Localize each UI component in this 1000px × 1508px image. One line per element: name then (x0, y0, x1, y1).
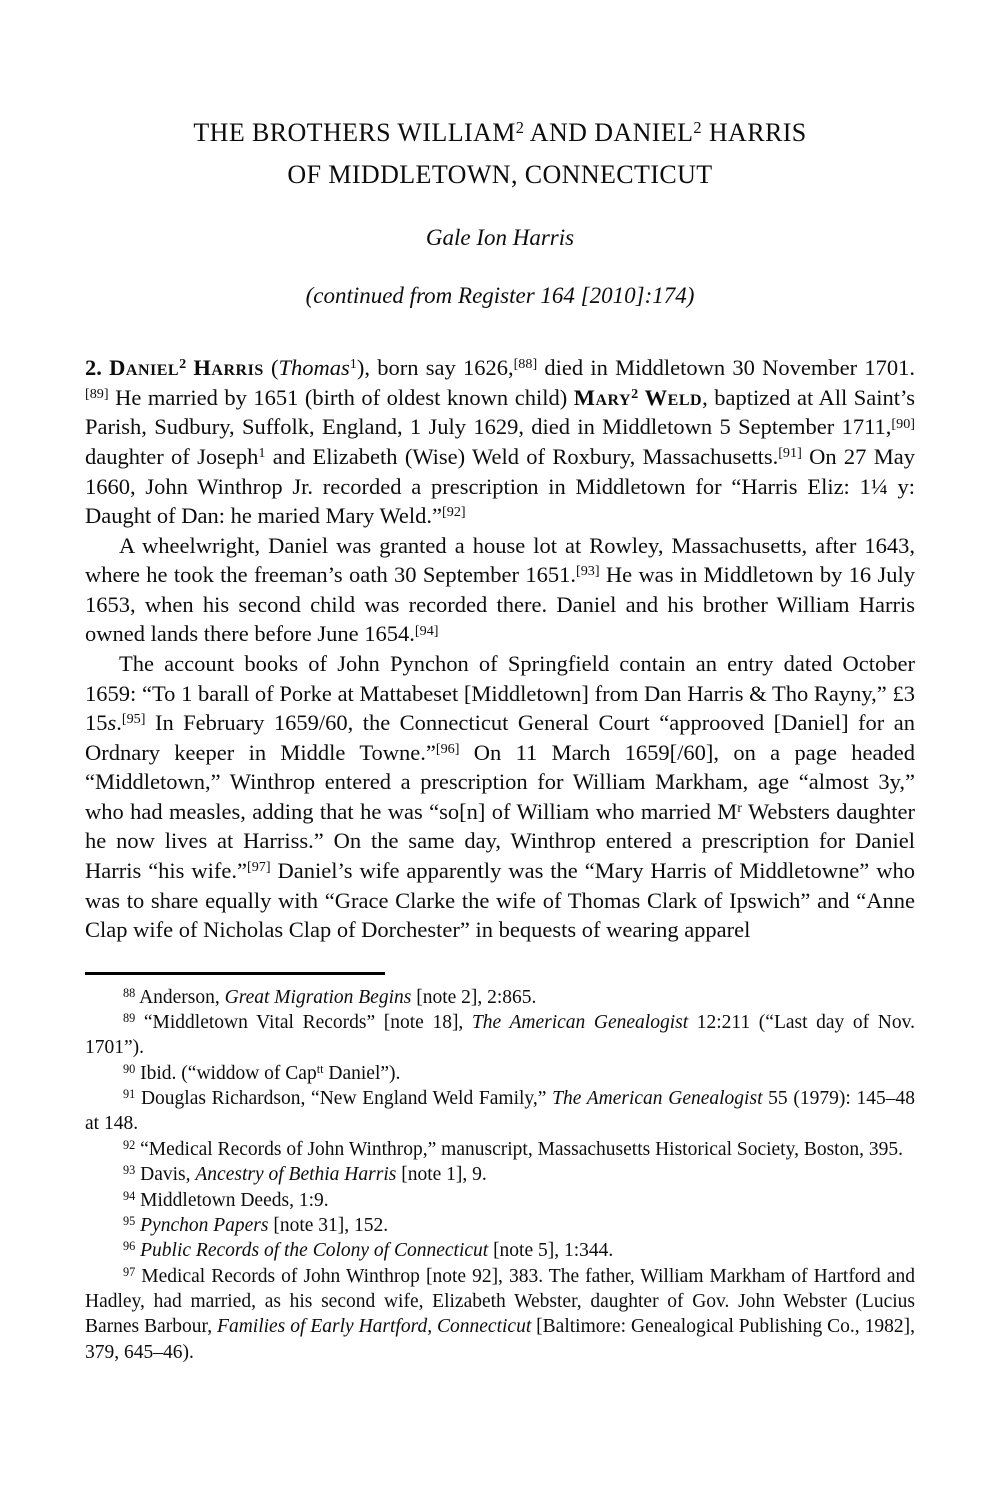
body-paragraph-3 (85, 649, 915, 945)
text-run: Daniel (109, 355, 180, 381)
text-run: The American Genealogist (471, 1012, 689, 1034)
text-run: Ancestry of Bethia Harris (195, 1164, 397, 1186)
text-run: A wheelwright, Daniel was granted a house lot at Rowley, Massachusetts, after 1643, where he took the freeman’s oath 30 September 1651. (85, 532, 915, 588)
text-run: 97 (123, 1264, 136, 1279)
text-run: ), born say 1626, (356, 355, 514, 381)
body-paragraph-2 (85, 531, 915, 649)
text-run: 1 (349, 356, 357, 373)
author-byline: Gale Ion Harris (425, 225, 575, 251)
footnote-91 (85, 1086, 915, 1137)
footnote-separator (85, 972, 385, 975)
text-run: [90] (891, 415, 915, 432)
text-run: [95] (121, 711, 146, 728)
text-run: Weld (644, 384, 703, 410)
text-run: [97] (246, 859, 271, 876)
article-body (85, 353, 915, 945)
text-run: Anderson, (135, 986, 225, 1008)
text-run: tt (316, 1061, 324, 1076)
text-run: [93] (575, 563, 600, 580)
text-run: [94] (414, 622, 439, 639)
text-run: 1 (258, 445, 266, 462)
text-run: 2 (515, 118, 525, 138)
text-run: 12:211 (“Last day of Nov. 1701”). (85, 1012, 915, 1059)
text-run: s (107, 710, 117, 736)
text-run: In February 1659/60, the Connecticut General Court “approoved [Daniel] for an Ordnary keeper in Middle Towne.” (85, 710, 915, 765)
text-run: died in Middletown 30 November 1701. (537, 355, 916, 381)
text-run: Mary (573, 384, 632, 410)
text-run: Ibid. (“widdow of Cap (135, 1062, 317, 1084)
text-run: 94 (123, 1188, 136, 1203)
text-run: 95 (123, 1213, 136, 1228)
text-run: 90 (123, 1061, 136, 1076)
text-run: Harris (193, 355, 264, 381)
text-run: The American Genealogist (552, 1088, 763, 1110)
body-paragraph-1 (85, 353, 915, 530)
text-run: AND DANIEL (524, 118, 694, 147)
continuation-note: (continued from Register 164 [2010]:174) (305, 283, 695, 309)
footnote-94 (85, 1188, 915, 1213)
text-run: HARRIS (701, 118, 807, 147)
text-run: “Middletown Vital Records” [note 18], (135, 1012, 472, 1034)
footnote-93 (85, 1162, 915, 1187)
footnote-97 (85, 1264, 915, 1365)
text-run: r (737, 800, 742, 817)
text-run: [note 5], 1:344. (488, 1240, 614, 1262)
text-run: 88 (123, 985, 136, 1000)
footnote-88 (85, 985, 915, 1010)
text-run: daughter of Joseph (85, 443, 259, 469)
footnotes-section (85, 985, 915, 1365)
text-run: Medical Records of John Winthrop [note 92], 383. The father, William Markham of Hartford and Hadley, had married, as his second wife, Elizabeth Webster, daughter of Gov. John Webster (Lucius Barnes Barbour, (85, 1265, 915, 1338)
text-run: [91] (778, 445, 802, 462)
text-run: 2 (179, 356, 187, 373)
footnote-96 (85, 1238, 915, 1263)
text-run: [note 2], 2:865. (411, 986, 537, 1008)
text-run: On 11 March 1659[/60], on a page headed “Middletown,” Winthrop entered a prescription for William Markham, age “almost 3y,” who had measles, adding that he was “so[n] of William who married M (85, 739, 915, 824)
text-run: 92 (123, 1137, 136, 1152)
article-title-line-1 (85, 112, 915, 154)
text-run: , baptized at All Saint’s Parish, Sudbury, Suffolk, England, 1 July 1629, died in Middletown 5 September 1711, (85, 384, 916, 440)
text-run: [Baltimore: Genealogical Publishing Co., 1982], 379, 645–46). (85, 1316, 915, 1363)
text-run: 2. (85, 355, 102, 381)
text-run: [88] (513, 356, 538, 373)
text-run: The account books of John Pynchon of Springfield contain an entry dated October 1659: “To 1 barall of Porke at Mattabeset [Middletown] from Dan Harris & Tho Rayny,” £3 15 (85, 650, 915, 736)
text-run: [92] (442, 504, 466, 521)
text-run: “Medical Records of John Winthrop,” manuscript, Massachusetts Historical Society, Boston, 395. (135, 1138, 903, 1160)
text-run: Families of Early Hartford, Connecticut (217, 1316, 532, 1338)
text-run: [note 1], 9. (396, 1164, 487, 1186)
text-run: 2 (631, 385, 639, 402)
text-run: Davis, (135, 1164, 196, 1186)
text-run: 93 (123, 1163, 136, 1178)
article-title (85, 112, 915, 195)
text-run: He married by 1651 (birth of oldest known child) (108, 384, 574, 410)
text-run: 96 (123, 1239, 136, 1254)
article-title-line-2: OF MIDDLETOWN, CONNECTICUT (287, 159, 713, 189)
text-run: 55 (1979): 145–48 at 148. (85, 1088, 915, 1135)
text-run: Thomas (278, 355, 350, 381)
text-run: THE BROTHERS WILLIAM (193, 118, 516, 147)
text-run: 91 (123, 1087, 136, 1102)
text-run: Public Records of the Colony of Connecticut (140, 1240, 489, 1262)
text-run: [note 31], 152. (268, 1214, 389, 1236)
text-run: Douglas Richardson, “New England Weld Family,” (135, 1088, 553, 1110)
text-run: He was in Middletown by 16 July 1653, when his second child was recorded there. Daniel and his brother William Harris owned lands there before June 1654. (85, 562, 915, 647)
text-run: Daniel’s wife apparently was the “Mary Harris of Middletowne” who was to share equally with “Grace Clarke the wife of Thomas Clark of Ipswich” and “Anne Clap wife of Nicholas Clap of Dorchester” in bequests of wearing apparel (85, 858, 915, 943)
text-run: [96] (435, 740, 460, 757)
footnote-92 (85, 1137, 915, 1162)
text-run: Pynchon Papers (140, 1214, 269, 1236)
text-run: Websters daughter he now lives at Harriss.” On the same day, Winthrop entered a prescription for Daniel Harris “his wife.” (85, 798, 915, 884)
text-run: Great Migration Begins (224, 986, 412, 1008)
text-run: and Elizabeth (Wise) Weld of Roxbury, Massachusetts. (265, 443, 779, 469)
text-run: 89 (123, 1011, 136, 1026)
footnote-95 (85, 1213, 915, 1238)
footnote-90 (85, 1061, 915, 1086)
text-run: . (116, 710, 122, 736)
text-run: Middletown Deeds, 1:9. (135, 1189, 329, 1211)
footnote-89 (85, 1010, 915, 1061)
text-run: [89] (85, 385, 109, 402)
text-run: Daniel”). (323, 1062, 401, 1084)
text-run: ( (263, 355, 279, 381)
text-run: 2 (693, 118, 702, 138)
text-run: On 27 May 1660, John Winthrop Jr. recorded a prescription in Middletown for “Harris Eliz: 1¼ y: Daught of Dan: he maried Mary Weld.” (85, 443, 915, 529)
